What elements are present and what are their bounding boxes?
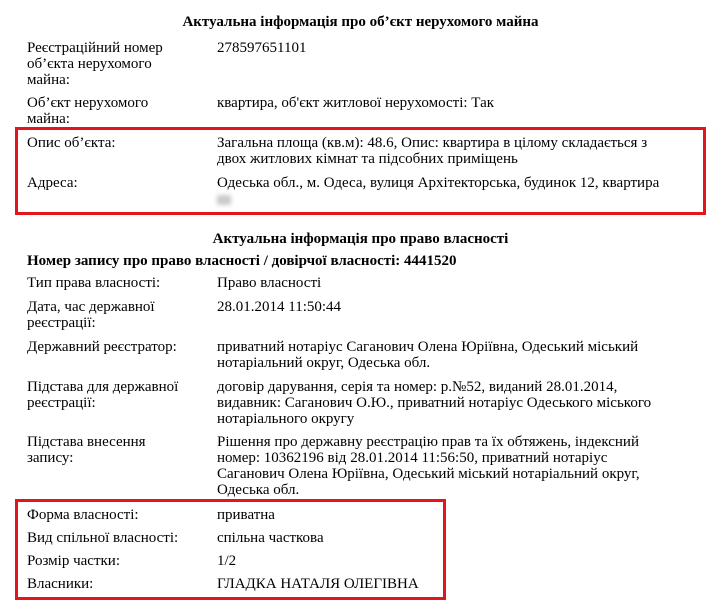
object-label-line1: Об’єкт нерухомого [27, 95, 149, 111]
reg-number-label-line3: майна: [27, 72, 70, 88]
description-value-line1: Загальна площа (кв.м): 48.6, Опис: квартира в цілому складається з [217, 135, 648, 151]
address-value: Одеська обл., м. Одеса, вулиця Архітекторська, будинок 12, квартира [217, 175, 660, 191]
address-label: Адреса: [27, 175, 78, 191]
joint-ownership-type-value: спільна часткова [217, 530, 324, 546]
object-section-title: Актуальна інформація про об’єкт нерухомого майна [182, 14, 539, 30]
registration-basis-value-line2: видавник: Саганович О.Ю., приватний нотаріус Одеського міського [217, 395, 652, 411]
entry-basis-label-line1: Підстава внесення [27, 434, 146, 450]
registration-basis-value-line1: договір дарування, серія та номер: р.№52, виданий 28.01.2014, [217, 379, 618, 395]
redacted-apartment-number [217, 195, 231, 205]
registration-basis-value-line3: нотаріального округу [217, 411, 355, 427]
share-size-label: Розмір частки: [27, 553, 120, 569]
right-type-value: Право власності [217, 275, 322, 291]
registration-basis-label-line2: реєстрації: [27, 395, 96, 411]
entry-basis-value-line4: Одеська обл. [217, 482, 300, 498]
share-size-value: 1/2 [217, 553, 237, 569]
registration-date-label-line1: Дата, час державної [27, 299, 155, 315]
reg-number-label-line2: об’єкта нерухомого [27, 56, 152, 72]
joint-ownership-type-label: Вид спільної власності: [27, 530, 179, 546]
entry-basis-label-line2: запису: [27, 450, 74, 466]
description-label: Опис об’єкта: [27, 135, 116, 151]
object-value: квартира, об'єкт житлової нерухомості: Так [217, 95, 495, 111]
entry-basis-value-line1: Рішення про державну реєстрацію прав та їх обтяжень, індексний [217, 434, 639, 450]
ownership-section-title: Актуальна інформація про право власності [212, 231, 509, 247]
object-label-line2: майна: [27, 111, 70, 127]
owners-value: ГЛАДКА НАТАЛЯ ОЛЕГІВНА [217, 576, 419, 592]
ownership-form-label: Форма власності: [27, 507, 139, 523]
registration-date-label-line2: реєстрації: [27, 315, 96, 331]
registrar-value-line2: нотаріальний округ, Одеська обл. [217, 355, 431, 371]
entry-basis-value-line2: номер: 10362196 від 28.01.2014 11:56:50, приватний нотаріус [217, 450, 608, 466]
owners-label: Власники: [27, 576, 94, 592]
reg-number-value: 278597651101 [217, 40, 307, 56]
right-type-label: Тип права власності: [27, 275, 161, 291]
registrar-label: Державний реєстратор: [27, 339, 177, 355]
entry-basis-value-line3: Саганович Олена Юріївна, Одеський міський нотаріальний округ, [217, 466, 640, 482]
registration-basis-label-line1: Підстава для державної [27, 379, 179, 395]
ownership-form-value: приватна [217, 507, 275, 523]
description-value-line2: двох житлових кімнат та підсобних приміщень [217, 151, 518, 167]
registrar-value-line1: приватний нотаріус Саганович Олена Юріївна, Одеський міський [217, 339, 639, 355]
registration-date-value: 28.01.2014 11:50:44 [217, 299, 342, 315]
reg-number-label-line1: Реєстраційний номер [27, 40, 163, 56]
record-number-title: Номер запису про право власності / довірчої власності: 4441520 [27, 253, 457, 269]
